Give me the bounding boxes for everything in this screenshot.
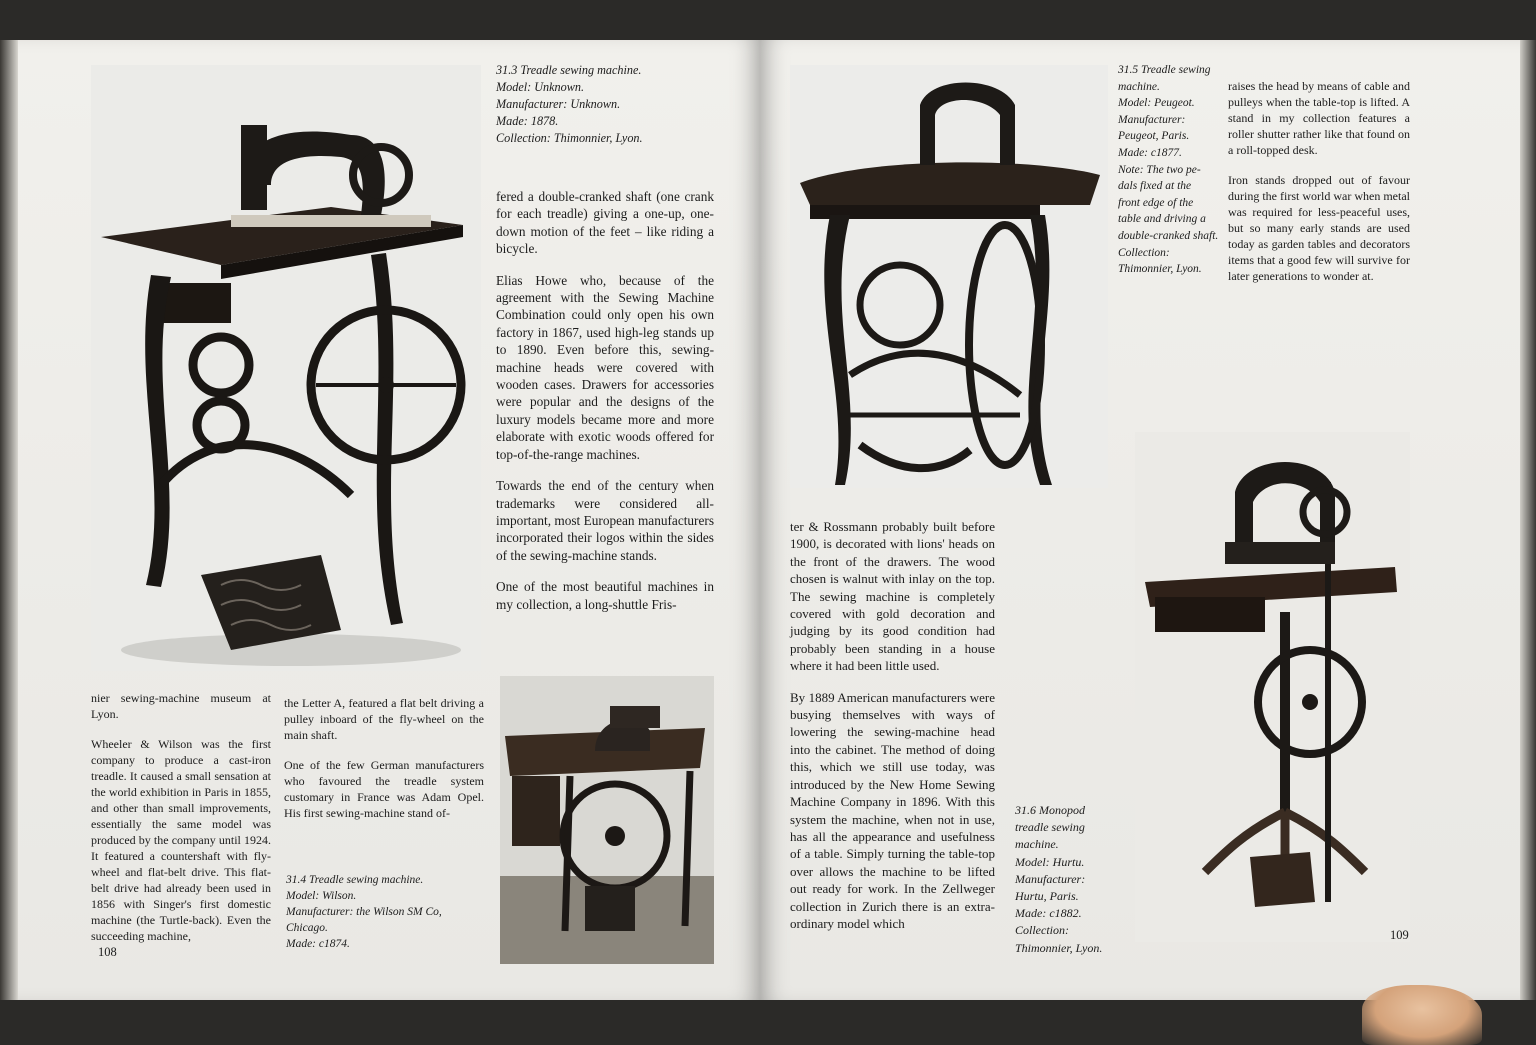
caption-line: Manufacturer: Unknown. xyxy=(496,97,621,111)
paper-stain xyxy=(1362,985,1482,1045)
paragraph: By 1889 American manufacturers were busying themselves with ways of lowering the sewing-machine head into the cabinet. The method of doing this, which we still use today, was introduced by the New Home Sewing Machine Company in 1896. With this system the machine, when not in use, has all the appearance and usefulness of a table. Simply turning the table-top over allows the machine to be lifted out ready for work. In the Zellweger collection in Zurich there is an extra-ordinary model which xyxy=(790,689,995,931)
paragraph: Wheeler & Wilson was the first company to produce a cast-iron treadle. It caused a small sensation at the world exhibition in Paris in 1855, and other than small improvements, essentially the same model was produced by the company until 1924. It featured a countershaft with fly-wheel and flat-belt drive. This flat-belt drive had already been used in 1856 with Singer's first domestic machine (the Turtle-back). Even the succeeding machine, xyxy=(91,737,271,943)
caption-line: Peugeot, Paris. xyxy=(1118,130,1190,143)
caption-line: Made: c1882. xyxy=(1015,906,1082,921)
caption-line: Model: Wilson. xyxy=(286,890,357,902)
caption-line: double-cranked shaft. xyxy=(1118,229,1219,242)
caption-line: 31.5 Treadle sewing xyxy=(1118,64,1211,76)
caption-line: Model: Unknown. xyxy=(496,80,585,94)
caption-31-4 xyxy=(286,872,442,952)
caption-line: 31.4 Treadle sewing machine. xyxy=(286,874,424,886)
right-page-top-column xyxy=(1228,78,1410,298)
caption-line: Note: The two pe- xyxy=(1118,163,1201,176)
caption-line: Model: Peugeot. xyxy=(1118,97,1195,110)
caption-line: front edge of the xyxy=(1118,196,1194,209)
photo-31-6-hurtu-monopod-machine xyxy=(1135,432,1410,942)
left-page xyxy=(18,40,760,1000)
paragraph: Towards the end of the century when trademarks were considered all-important, most European manufacturers incorporated their logos within the sides of the sewing-machine stands. xyxy=(496,478,714,563)
paragraph: ter & Rossmann probably built before 1900, is decorated with lions' heads on the front of the drawers. The wood chosen is walnut with inlay on the top. The sewing machine is completely covered with gold decoration and judging by its good condition had probably been standing in a house where it had been little used. xyxy=(790,519,995,674)
caption-line: machine. xyxy=(1118,80,1160,93)
caption-line: Manufacturer: xyxy=(1015,871,1086,886)
caption-line: table and driving a xyxy=(1118,213,1206,226)
paragraph: fered a double-cranked shaft (one crank for each treadle) giving a one-up, one-down motion of the feet – like riding a bicycle. xyxy=(496,189,714,257)
caption-31-3 xyxy=(496,62,643,147)
caption-line: 31.3 Treadle sewing machine. xyxy=(496,63,642,77)
paragraph: One of the few German manufacturers who favoured the treadle system customary in France was Adam Opel. His first sewing-machine stand of- xyxy=(284,758,484,820)
caption-line: Made: c1877. xyxy=(1118,146,1182,159)
right-page-middle-column xyxy=(790,518,995,946)
paragraph: Elias Howe who, because of the agreement with the Sewing Machine Combination could only open his own factory in 1867, used high-leg stands up to 1890. Even before this, sewing-machine heads were covered with wooden cases. Drawers for accessories were popular and the designs of the luxury models became more and more elaborate with exotic woods offered for top-of-the-range machines. xyxy=(496,272,714,462)
paragraph: raises the head by means of cable and pulleys when the table-top is lifted. A stand in my collection features a roller shutter rather like that found on a roll-topped desk. xyxy=(1228,79,1410,157)
caption-line: 31.6 Monopod xyxy=(1015,803,1085,817)
right-page xyxy=(760,40,1520,1000)
caption-line: Manufacturer: xyxy=(1118,113,1186,126)
left-page-right-column xyxy=(496,188,714,627)
page-number-left: 108 xyxy=(98,945,117,959)
photo-31-3-treadle-sewing-machine xyxy=(91,65,481,671)
paragraph: nier sewing-machine museum at Lyon. xyxy=(91,691,271,721)
paragraph: Iron stands dropped out of favour during the first world war when metal was required for less-peaceful uses, but so many early stands are used today as garden tables and decorators items that a good few will survive for later generations to wonder at. xyxy=(1228,173,1410,283)
caption-line: Collection: Thimonnier, Lyon. xyxy=(496,131,643,145)
caption-line: Thimonnier, Lyon. xyxy=(1118,263,1202,276)
book-edge-left xyxy=(0,40,18,1000)
caption-line: Made: 1878. xyxy=(496,114,559,128)
caption-line: Thimonnier, Lyon. xyxy=(1015,940,1103,955)
caption-31-5 xyxy=(1118,62,1218,278)
caption-line: Made: c1874. xyxy=(286,938,350,950)
paragraph: the Letter A, featured a flat belt driving a pulley inboard of the fly-wheel on the main shaft. xyxy=(284,696,484,742)
caption-line: Model: Hurtu. xyxy=(1015,854,1085,869)
caption-31-6 xyxy=(1015,802,1102,957)
caption-line: dals fixed at the xyxy=(1118,180,1192,193)
caption-line: Collection: xyxy=(1015,923,1069,938)
photo-31-5-peugeot-treadle-machine xyxy=(790,65,1108,488)
paragraph: One of the most beautiful machines in my collection, a long-shuttle Fris- xyxy=(496,579,714,612)
left-page-bottom-column-2 xyxy=(284,695,484,835)
caption-line: treadle sewing xyxy=(1015,820,1085,835)
caption-line: Manufacturer: the Wilson SM Co, xyxy=(286,906,442,918)
caption-line: Hurtu, Paris. xyxy=(1015,889,1079,904)
caption-line: Chicago. xyxy=(286,922,328,934)
caption-line: Collection: xyxy=(1118,246,1170,259)
page-number-right: 109 xyxy=(1390,928,1409,942)
book-edge-right xyxy=(1520,40,1536,1000)
left-page-bottom-column-1 xyxy=(91,690,271,958)
caption-line: machine. xyxy=(1015,837,1059,852)
photo-31-4-wilson-treadle-machine xyxy=(500,676,714,964)
